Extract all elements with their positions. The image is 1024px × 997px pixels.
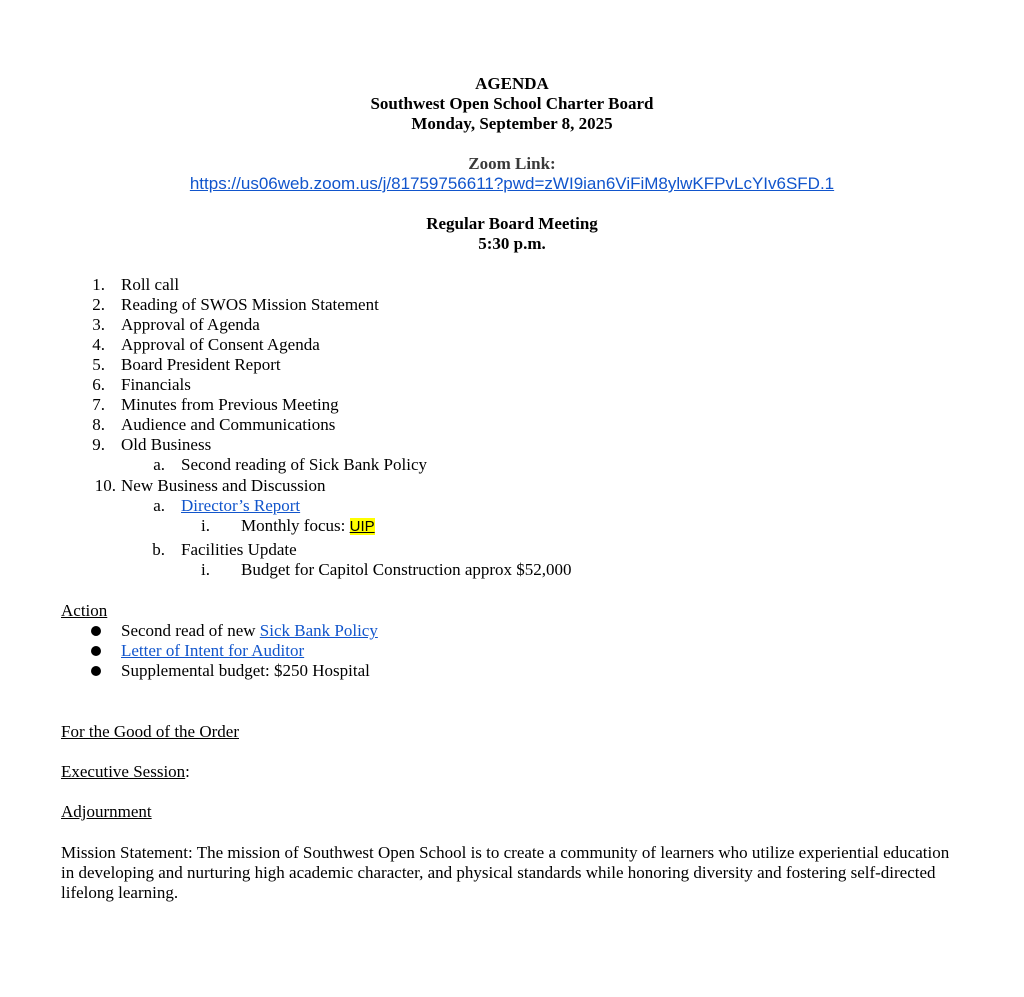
directors-report-link[interactable]: Director’s Report: [181, 496, 301, 515]
adjournment-heading: Adjournment: [61, 802, 152, 821]
agenda-document: AGENDA Southwest Open School Charter Board Monday, September 8, 2025 Zoom Link: https://us06web.zoom.us/j/81759756611?pwd=zWI9ian6ViFiM8ylwKFPvLcYIv6SFD.1 Regular Board Meeting 5:30 p.m. 1. Roll call 2. Reading of SWOS Mission Statement 3. Approval of Agenda 4. Approval of Consent Agenda 5. Board President Report 6. Financials 7. Minutes from Previous Meeting 8. Audience and Communications 9. Old Business a. Second reading of Sick Bank Policy 10. New Business and Discussion a. Director’s Report i. Monthly focus: UIP b. Facilities Update i. Budget for Capitol Construction approx $52,000 Action Second read of new Sick Bank Policy Letter of Intent for Auditor Supplemental budget: $250 Hospital For the Good of the Order Executive Session: Adjournment Mission Statement: The mission of Southwest Open School is to create a community of learners who utilize experiential education in developing and nurturing high academic character, and physical standards while honoring diversity and fostering self-directed lifelong learning.: [0, 0, 1024, 997]
bullet-icon: [91, 626, 101, 636]
meeting-date: Monday, September 8, 2025: [411, 114, 613, 133]
meeting-type: Regular Board Meeting: [426, 214, 598, 233]
agenda-title: AGENDA: [475, 74, 549, 93]
letter-of-intent-link[interactable]: Letter of Intent for Auditor: [121, 641, 305, 660]
zoom-link-row: [0, 174, 1024, 194]
action-heading: Action: [61, 601, 108, 620]
zoom-link[interactable]: https://us06web.zoom.us/j/81759756611?pwd=zWI9ian6ViFiM8ylwKFPvLcYIv6SFD.1: [189, 174, 835, 193]
meeting-time: 5:30 p.m.: [478, 234, 546, 253]
mission-statement: Mission Statement: The mission of Southwest Open School is to create a community of learners who utilize experiential education in developing and nurturing high academic character, and physical standards while honoring diversity and fostering self-directed lifelong learning.: [61, 843, 950, 902]
bullet-icon: [91, 646, 101, 656]
executive-session-heading: Executive Session:: [61, 762, 190, 781]
board-name: Southwest Open School Charter Board: [370, 94, 654, 113]
bullet-icon: [91, 666, 101, 676]
uip-highlight: UIP: [349, 518, 375, 535]
sick-bank-policy-link[interactable]: Sick Bank Policy: [259, 621, 378, 640]
zoom-link-label: Zoom Link:: [468, 154, 556, 173]
good-of-order-heading: For the Good of the Order: [61, 722, 239, 741]
